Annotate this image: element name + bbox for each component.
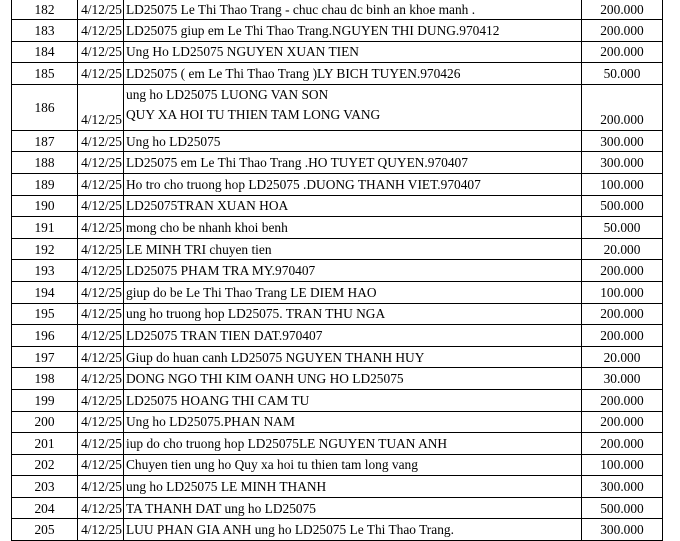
table-row [12, 0, 663, 20]
row-number-cell: 192 [12, 238, 78, 260]
description-cell: Ung Ho LD25075 NGUYEN XUAN TIEN [124, 41, 582, 63]
table-row [12, 433, 663, 455]
amount-cell: 100.000 [582, 281, 663, 303]
amount-cell: 200.000 [582, 303, 663, 325]
date-cell: 4/12/25 [78, 519, 124, 541]
date-cell: 4/12/25 [78, 368, 124, 390]
description-cell: LD25075 TRAN TIEN DAT.970407 [124, 325, 582, 347]
description-cell: LD25075 PHAM TRA MY.970407 [124, 260, 582, 282]
table-row [12, 63, 663, 85]
date-cell: 4/12/25 [78, 411, 124, 433]
row-number-cell: 190 [12, 195, 78, 217]
date-cell: 4/12/25 [78, 130, 124, 152]
description-cell: LD25075 ( em Le Thi Thao Trang )LY BICH TUYEN.970426 [124, 63, 582, 85]
table-row [12, 389, 663, 411]
date-cell: 4/12/25 [78, 260, 124, 282]
description-cell [124, 84, 582, 130]
table-row [12, 20, 663, 42]
row-number-cell: 183 [12, 20, 78, 42]
amount-cell: 300.000 [582, 130, 663, 152]
description-cell: giup do be Le Thi Thao Trang LE DIEM HAO [124, 281, 582, 303]
row-number-cell: 205 [12, 519, 78, 541]
row-number-cell: 197 [12, 346, 78, 368]
date-cell: 4/12/25 [78, 238, 124, 260]
date-cell: 4/12/25 [78, 20, 124, 42]
row-number-cell: 185 [12, 63, 78, 85]
amount-cell: 200.000 [582, 389, 663, 411]
date-cell: 4/12/25 [78, 346, 124, 368]
row-number-cell: 184 [12, 41, 78, 63]
date-cell: 4/12/25 [78, 63, 124, 85]
amount-cell: 50.000 [582, 217, 663, 239]
date-cell: 4/12/25 [78, 173, 124, 195]
amount-cell: 500.000 [582, 497, 663, 519]
amount-cell: 200.000 [582, 0, 663, 20]
table-row [12, 84, 663, 130]
date-cell: 4/12/25 [78, 84, 124, 130]
table-row [12, 497, 663, 519]
date-cell: 4/12/25 [78, 281, 124, 303]
table-row [12, 411, 663, 433]
table-row [12, 152, 663, 174]
description-cell: iup do cho truong hop LD25075LE NGUYEN TUAN ANH [124, 433, 582, 455]
table-row [12, 476, 663, 498]
row-number-cell: 194 [12, 281, 78, 303]
description-cell: TA THANH DAT ung ho LD25075 [124, 497, 582, 519]
description-cell: LD25075TRAN XUAN HOA [124, 195, 582, 217]
date-cell: 4/12/25 [78, 152, 124, 174]
row-number-cell: 188 [12, 152, 78, 174]
row-number-cell: 187 [12, 130, 78, 152]
description-cell: LE MINH TRI chuyen tien [124, 238, 582, 260]
row-number-cell: 199 [12, 389, 78, 411]
row-number-cell: 204 [12, 497, 78, 519]
date-cell: 4/12/25 [78, 389, 124, 411]
amount-cell: 200.000 [582, 84, 663, 130]
date-cell: 4/12/25 [78, 217, 124, 239]
table-row [12, 519, 663, 541]
row-number-cell: 191 [12, 217, 78, 239]
date-cell: 4/12/25 [78, 497, 124, 519]
amount-cell: 30.000 [582, 368, 663, 390]
date-cell: 4/12/25 [78, 195, 124, 217]
row-number-cell: 201 [12, 433, 78, 455]
table-row [12, 217, 663, 239]
date-cell: 4/12/25 [78, 433, 124, 455]
description-cell: Ung ho LD25075 [124, 130, 582, 152]
description-cell: Chuyen tien ung ho Quy xa hoi tu thien tam long vang [124, 454, 582, 476]
donation-table-body [12, 0, 663, 541]
row-number-cell: 202 [12, 454, 78, 476]
row-number-cell: 193 [12, 260, 78, 282]
description-cell: Giup do huan canh LD25075 NGUYEN THANH HUY [124, 346, 582, 368]
amount-cell: 50.000 [582, 63, 663, 85]
amount-cell: 200.000 [582, 433, 663, 455]
table-row [12, 454, 663, 476]
row-number-cell: 200 [12, 411, 78, 433]
description-cell: LD25075 Le Thi Thao Trang - chuc chau dc binh an khoe manh . [124, 0, 582, 20]
table-row [12, 195, 663, 217]
table-row [12, 130, 663, 152]
amount-cell: 300.000 [582, 476, 663, 498]
amount-cell: 100.000 [582, 454, 663, 476]
row-number-cell: 198 [12, 368, 78, 390]
table-row [12, 346, 663, 368]
amount-cell: 20.000 [582, 238, 663, 260]
table-row [12, 173, 663, 195]
description-cell: Ho tro cho truong hop LD25075 .DUONG THANH VIET.970407 [124, 173, 582, 195]
row-number-cell: 189 [12, 173, 78, 195]
amount-cell: 300.000 [582, 519, 663, 541]
amount-cell: 200.000 [582, 325, 663, 347]
row-number-cell: 195 [12, 303, 78, 325]
table-row [12, 303, 663, 325]
description-line-2: QUY XA HOI TU THIEN TAM LONG VANG [126, 106, 381, 122]
amount-cell: 200.000 [582, 411, 663, 433]
table-row [12, 238, 663, 260]
donation-table [11, 0, 663, 541]
amount-cell: 20.000 [582, 346, 663, 368]
amount-cell: 300.000 [582, 152, 663, 174]
description-cell: LD25075 HOANG THI CAM TU [124, 389, 582, 411]
date-cell: 4/12/25 [78, 476, 124, 498]
row-number-cell: 203 [12, 476, 78, 498]
description-cell: DONG NGO THI KIM OANH UNG HO LD25075 [124, 368, 582, 390]
amount-cell: 500.000 [582, 195, 663, 217]
amount-cell: 200.000 [582, 20, 663, 42]
description-cell: LD25075 giup em Le Thi Thao Trang.NGUYEN THI DUNG.970412 [124, 20, 582, 42]
amount-cell: 100.000 [582, 173, 663, 195]
table-row [12, 260, 663, 282]
table-row [12, 325, 663, 347]
row-number-cell: 186 [12, 84, 78, 130]
description-cell: LD25075 em Le Thi Thao Trang .HO TUYET QUYEN.970407 [124, 152, 582, 174]
amount-cell: 200.000 [582, 260, 663, 282]
description-cell: LUU PHAN GIA ANH ung ho LD25075 Le Thi Thao Trang. [124, 519, 582, 541]
description-cell: mong cho be nhanh khoi benh [124, 217, 582, 239]
description-cell: Ung ho LD25075.PHAN NAM [124, 411, 582, 433]
description-line-1: ung ho LD25075 LUONG VAN SON [126, 86, 329, 102]
date-cell: 4/12/25 [78, 303, 124, 325]
table-row [12, 281, 663, 303]
date-cell: 4/12/25 [78, 325, 124, 347]
table-row [12, 41, 663, 63]
description-cell: ung ho truong hop LD25075. TRAN THU NGA [124, 303, 582, 325]
description-cell: ung ho LD25075 LE MINH THANH [124, 476, 582, 498]
table-row [12, 368, 663, 390]
amount-cell: 200.000 [582, 41, 663, 63]
date-cell: 4/12/25 [78, 0, 124, 20]
date-cell: 4/12/25 [78, 41, 124, 63]
row-number-cell: 182 [12, 0, 78, 20]
date-cell: 4/12/25 [78, 454, 124, 476]
row-number-cell: 196 [12, 325, 78, 347]
